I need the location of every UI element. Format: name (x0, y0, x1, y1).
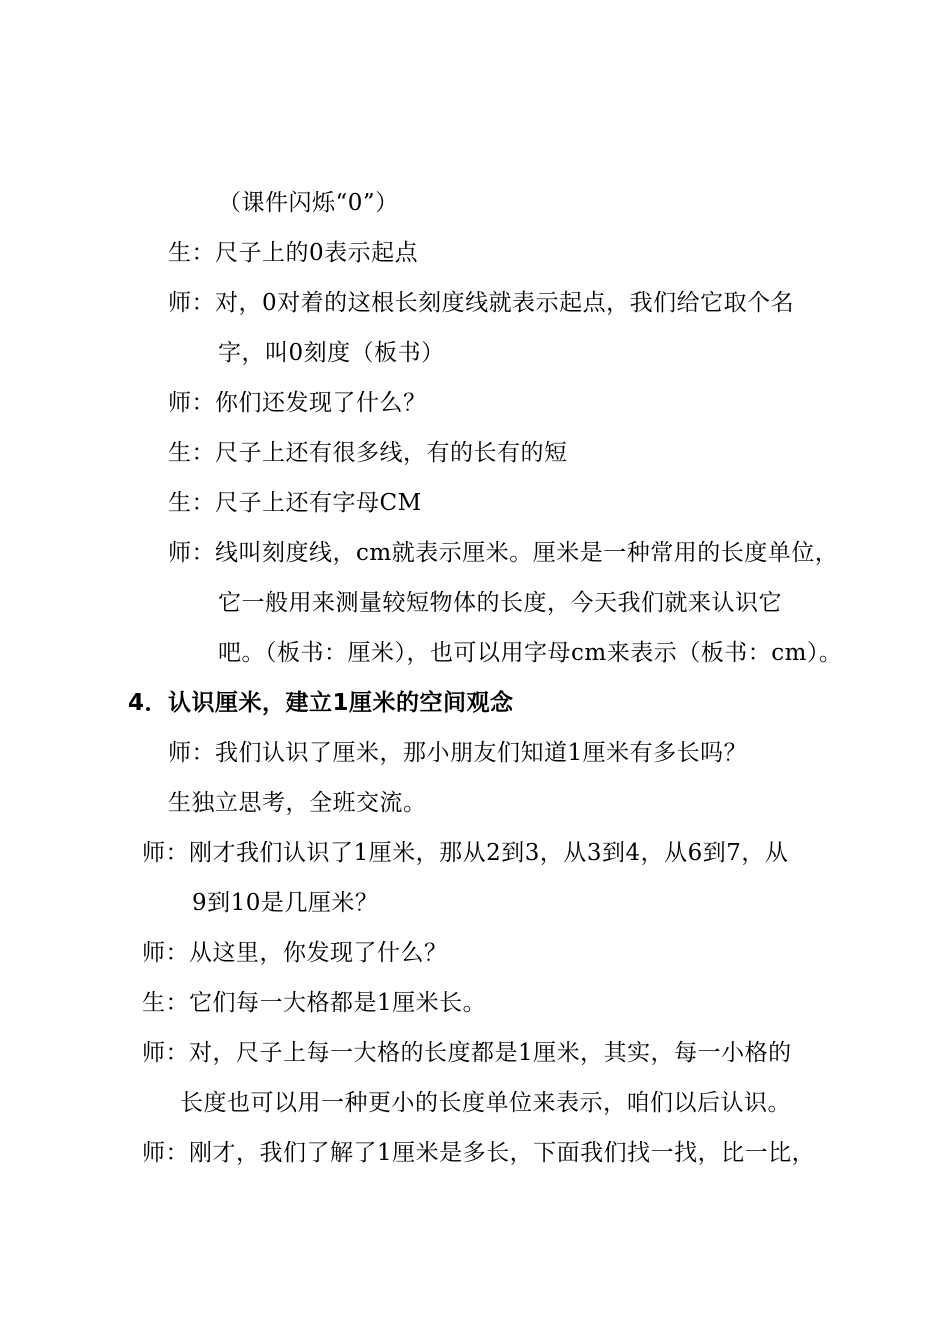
text-line-teacher-5-cont: 9到10是几厘米？ (192, 890, 379, 916)
text-line-teacher-3: 师：线叫刻度线，cm就表示厘米。厘米是一种常用的长度单位， (168, 540, 839, 566)
text-line-teacher-5: 师：刚才我们认识了1厘米，那从2到3，从3到4，从6到7，从 (142, 840, 789, 866)
text-line-student-1: 生：尺子上的0表示起点 (168, 240, 419, 266)
section-heading: 4．认识厘米，建立1厘米的空间观念 (128, 690, 514, 716)
text-line-teacher-7: 师：对，尺子上每一大格的长度都是1厘米，其实，每一小格的 (142, 1040, 792, 1066)
text-line-teacher-1: 师：对，0对着的这根长刻度线就表示起点，我们给它取个名 (168, 290, 795, 316)
text-line-teacher-3-cont-1: 它一般用来测量较短物体的长度，今天我们就来认识它 (218, 590, 782, 616)
text-line-teacher-1-cont: 字，叫0刻度（板书） (218, 340, 445, 366)
text-line-student-2: 生：尺子上还有很多线，有的长有的短 (168, 440, 568, 466)
text-line-teacher-6: 师：从这里，你发现了什么？ (142, 940, 448, 966)
text-line-class-activity: 生独立思考，全班交流。 (168, 790, 427, 816)
text-line-courseware-note: （课件闪烁“0”） (218, 190, 399, 216)
text-line-student-3: 生：尺子上还有字母CM (168, 490, 422, 516)
text-line-teacher-7-cont: 长度也可以用一种更小的长度单位来表示，咱们以后认识。 (180, 1090, 791, 1116)
text-line-teacher-2: 师：你们还发现了什么？ (168, 390, 427, 416)
text-line-teacher-8: 师：刚才，我们了解了1厘米是多长，下面我们找一找，比一比， (142, 1140, 816, 1166)
text-line-teacher-3-cont-2: 吧。（板书：厘米），也可以用字母cm来表示（板书：cm）。 (218, 640, 843, 666)
text-line-teacher-4: 师：我们认识了厘米，那小朋友们知道1厘米有多长吗？ (168, 740, 748, 766)
text-line-student-4: 生：它们每一大格都是1厘米长。 (142, 990, 487, 1016)
